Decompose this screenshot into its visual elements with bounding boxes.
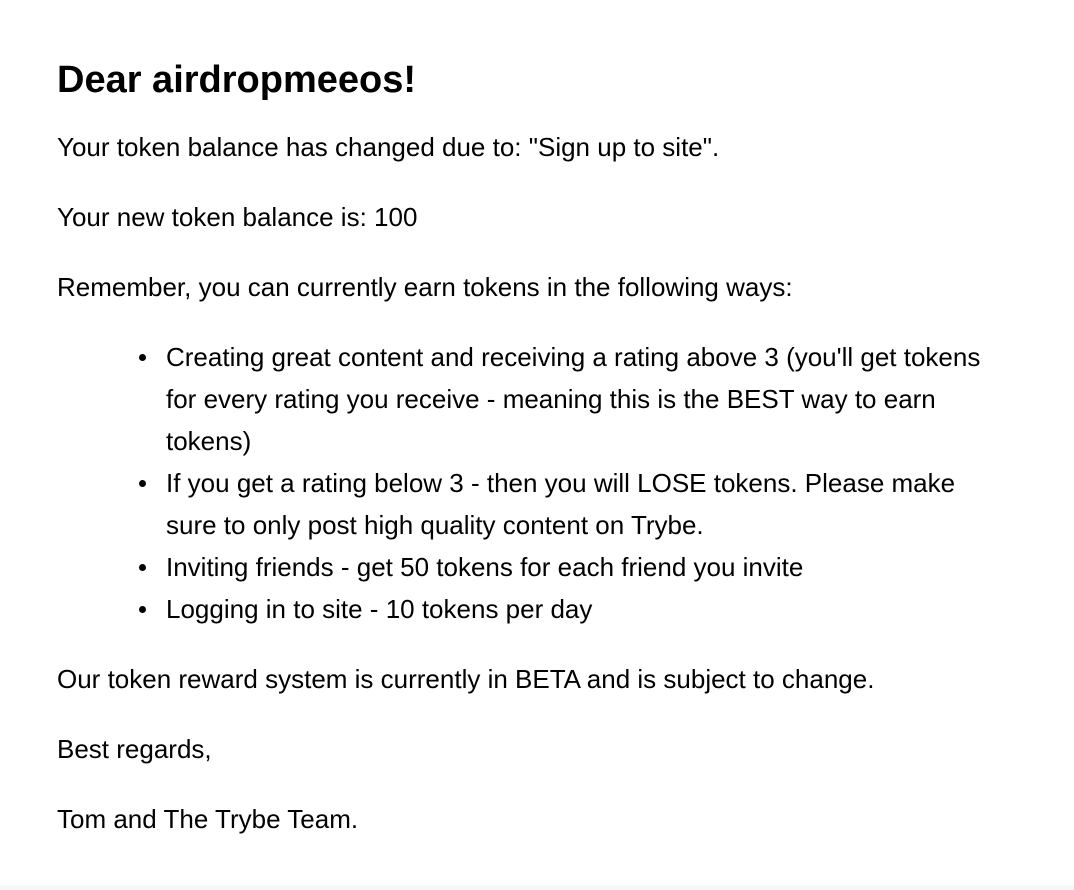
earn-tokens-intro: Remember, you can currently earn tokens in the following ways: (57, 272, 793, 302)
list-item (166, 588, 1008, 630)
bottom-divider (0, 885, 1074, 890)
bullet-icon (137, 336, 147, 378)
signature: Tom and The Trybe Team. (57, 804, 359, 834)
balance-change-reason: Your token balance has changed due to: "Sign up to site". (57, 132, 720, 162)
closing-regards: Best regards, (57, 734, 212, 764)
list-item (166, 546, 1008, 588)
list-item-text: Inviting friends - get 50 tokens for each friend you invite (166, 552, 804, 582)
new-token-balance: Your new token balance is: 100 (57, 202, 418, 232)
list-item-text: Logging in to site - 10 tokens per day (166, 594, 593, 624)
beta-notice: Our token reward system is currently in BETA and is subject to change. (57, 664, 875, 694)
list-item-text: Creating great content and receiving a rating above 3 (you'll get tokens for every rating you receive - meaning this is the BEST way to earn tokens) (166, 342, 981, 456)
list-item-text: If you get a rating below 3 - then you will LOSE tokens. Please make sure to only post high quality content on Trybe. (166, 468, 956, 540)
email-greeting: Dear airdropmeeos! (57, 59, 417, 101)
email-body (57, 0, 1017, 840)
list-item (166, 462, 1008, 546)
bullet-icon (137, 588, 147, 630)
bullet-icon (137, 462, 147, 504)
bullet-icon (137, 546, 147, 588)
earn-tokens-list (57, 336, 1008, 630)
list-item (166, 336, 1008, 462)
